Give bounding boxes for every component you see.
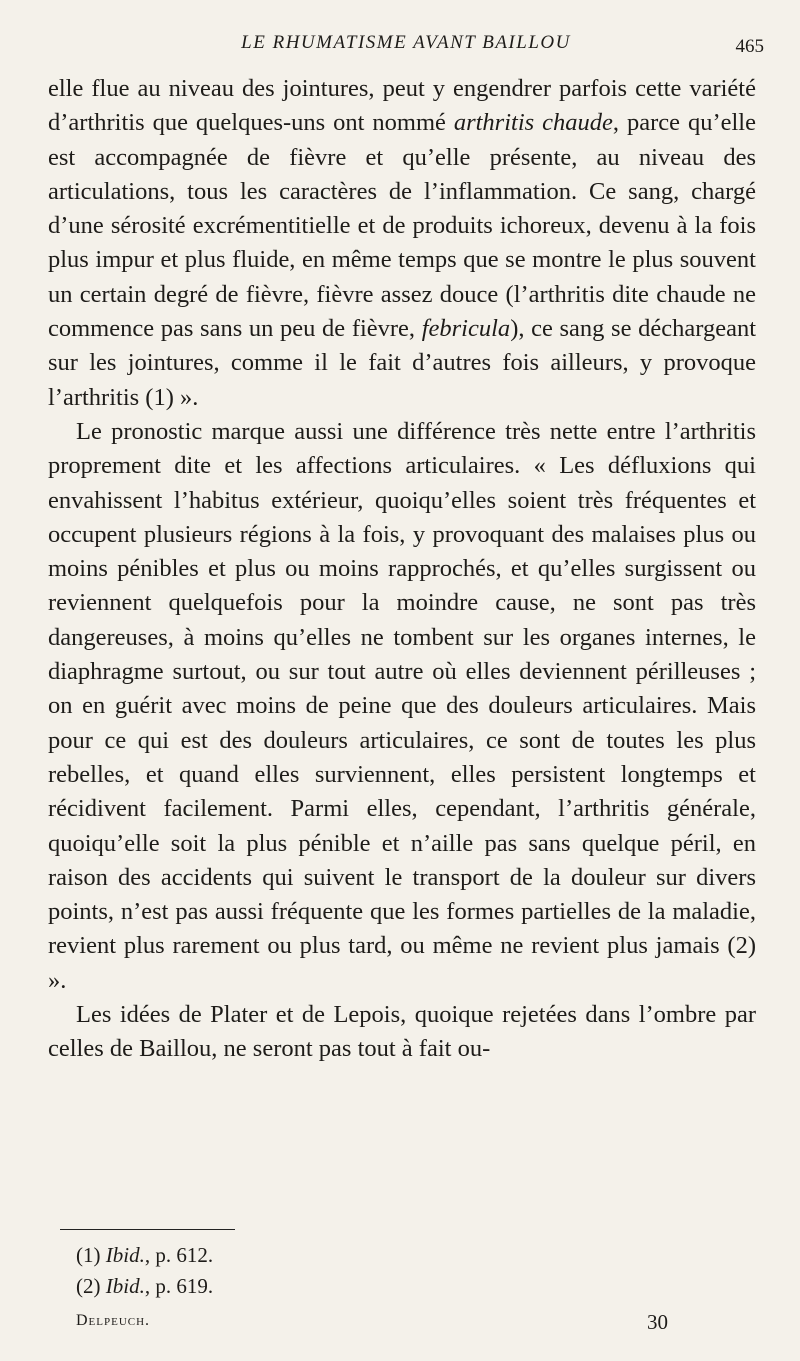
text-run: ), ce sang se déchargeant sur les jointures, comme il le fait d’autres fois ailleurs, y provoque l’arthritis (1) ». [48,315,756,411]
text-run: , parce qu’elle est accompagnée de fièvre et qu’elle présente, au niveau des articulations, tous les caractères de l’inflammation. Ce sang, chargé d’une sérosité excrémentitielle et de produits ichoreux, devenu à la fois plus impur et plus fluide, en même temps que se montre le plus souvent un certain degré de fièvre, fièvre assez douce (l’arthritis dite chaude ne commence pas sans un peu de fièvre, [48,109,756,343]
text-run: Les idées de Plater et de Lepois, quoique rejetées dans l’ombre par celles de Baillou, ne seront pas tout à fait ou- [48,1001,756,1063]
body-text [48,72,756,1067]
footnote-page: , p. 619. [144,1274,214,1298]
printer-signature: Delpeuch. [76,1312,151,1329]
footnote-divider [60,1229,235,1230]
footnote-number: (2) [76,1274,101,1298]
text-run: Le pronostic marque aussi une différence très nette entre l’arthritis proprement dite et les affections articulaires. « Les défluxions qui envahissent l’habitus extérieur, quoiqu’elles soient très fréquentes et occupent plusieurs régions à la fois, y provoquant des malaises plus ou moins pénibles et plus ou moins rapprochés, et qu’elles surgissent ou reviennent quelquefois pour la moindre cause, ne sont pas très dangereuses, à moins qu’elles ne tombent sur les organes internes, le diaphragme surtout, ou sur tout autre où elles deviennent périlleuses ; on en guérit avec moins de peine que des douleurs articulaires. Mais pour ce qui est des douleurs articulaires, ce sont de toutes les plus rebelles, et quand elles surviennent, elles persistent longtemps et récidivent facilement. Parmi elles, cependant, l’arthritis générale, quoiqu’elle soit la plus pénible et n’aille pas sans quelque péril, en raison des accidents qui suivent le transport de la douleur sur divers points, n’est pas aussi fréquente que les formes partielles de la maladie, revient plus rarement ou plus tard, ou même ne revient plus jamais (2) ». [48,417,756,994]
footnote-ref: Ibid. [105,1274,145,1298]
italic-text: arthritis chaude [453,109,613,137]
sheet-number: 30 [647,1310,668,1334]
running-title: LE RHUMATISME AVANT BAILLOU [241,32,571,53]
italic-text: febricula [421,315,511,343]
text-run: elle flue au niveau des jointures, peut y engendrer parfois cette variété d’arthritis que quelques-uns ont nommé [48,75,756,137]
footnote-page: , p. 612. [144,1243,214,1267]
paragraph [48,415,756,998]
page-footer [76,1310,668,1342]
running-header [48,32,764,62]
footnote-1 [76,1240,213,1271]
footnote-2 [76,1271,213,1302]
paragraph [48,72,756,415]
footnotes [76,1240,213,1302]
footnote-ref: Ibid. [105,1243,145,1267]
page-number: 465 [735,36,764,57]
footnote-number: (1) [76,1243,101,1267]
paragraph [48,998,756,1067]
